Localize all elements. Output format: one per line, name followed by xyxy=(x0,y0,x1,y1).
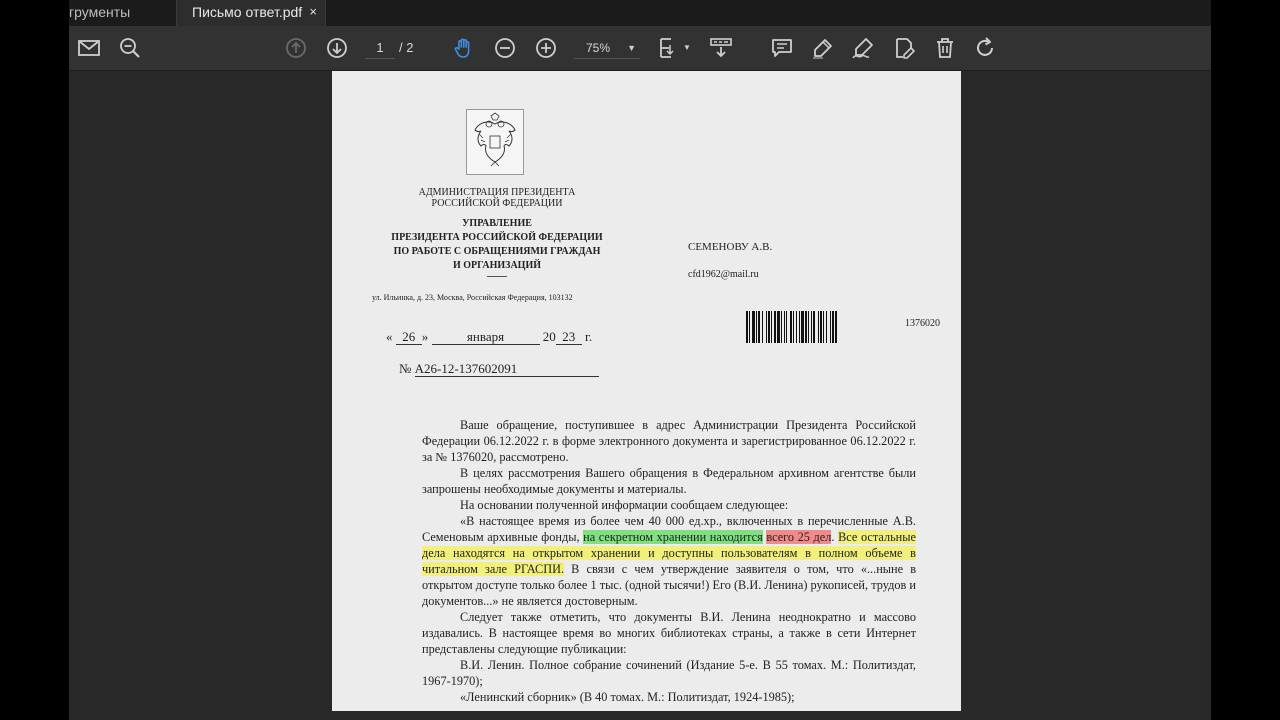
date-suffix: г. xyxy=(585,329,593,344)
scroll-mode-icon[interactable] xyxy=(709,36,733,60)
highlight-green[interactable]: на секретном хранении находится xyxy=(583,530,763,544)
department-line3: ПО РАБОТЕ С ОБРАЩЕНИЯМИ ГРАЖДАН xyxy=(393,246,601,257)
paragraph: В.И. Ленин. Полное собрание сочинений (Издание 5-е. В 55 томах. М.: Политиздат, 1967-1970); xyxy=(422,658,916,688)
document-date xyxy=(386,329,592,345)
trash-icon[interactable] xyxy=(933,36,957,60)
date-century: 20 xyxy=(542,329,556,344)
highlight-pen-icon[interactable] xyxy=(811,36,835,60)
sender-address: ул. Ильинка, д. 23, Москва, Российская Федерация, 103132 xyxy=(372,293,573,302)
date-year: 23 xyxy=(556,329,582,345)
zoom-value: 75% xyxy=(586,41,611,55)
number-prefix: № xyxy=(399,361,412,376)
tab-document[interactable] xyxy=(176,0,326,26)
zoom-minus-icon[interactable] xyxy=(493,36,517,60)
recipient-name: СЕМЕНОВУ А.В. xyxy=(688,241,773,253)
paragraph: На основании полученной информации сообщаем следующее: xyxy=(460,498,789,512)
department-line1: УПРАВЛЕНИЕ xyxy=(462,218,532,229)
page-down-icon[interactable] xyxy=(325,36,349,60)
number-value: А26-12-137602091 xyxy=(415,361,599,377)
pdf-viewer-window xyxy=(69,0,1211,720)
close-tab-icon[interactable]: × xyxy=(309,4,317,19)
highlight-red[interactable]: всего 25 дел xyxy=(766,530,832,544)
barcode-number: 1376020 xyxy=(905,318,940,329)
page-number-input[interactable]: 1 xyxy=(365,37,395,59)
zoom-out-search-icon[interactable] xyxy=(118,36,142,60)
paragraph: Ваше обращение, поступившее в адрес Администрации Президента Российской Федерации 06.12.2022 г. в форме электронного документа и зарегистрированное 06.12.2022 г. за № 1376020, рассмотрено. xyxy=(422,418,916,464)
mail-icon[interactable] xyxy=(77,36,101,60)
department-header xyxy=(332,217,662,273)
rotate-icon[interactable] xyxy=(973,36,997,60)
chevron-down-icon: ▼ xyxy=(627,43,636,53)
paragraph: «Ленинский сборник» (В 40 томах. М.: Политиздат, 1924-1985); xyxy=(460,690,795,704)
recipient-email: cfd1962@mail.ru xyxy=(688,269,759,280)
tab-bar xyxy=(69,0,1211,26)
zoom-select[interactable] xyxy=(574,37,640,59)
paragraph-highlighted: «В настоящее время из более чем 40 000 ед.хр., включенных в перечисленные А.В. Семеновым архивные фонды, на секретном хранении находится всего 25 дел. Все остальные дела находятся на открытом хранении и доступны пользователям в полном объеме в читальном зале РГАСПИ. В связи с чем утверждение заявителя о том, что «...ныне в открытом доступе только более 1 тыс. (одной тысячи!) Его (В.И. Ленина) рукописей, трудов и документов...» не является достоверным. xyxy=(422,514,917,608)
zoom-plus-icon[interactable] xyxy=(534,36,558,60)
text-span: «В настоящее время из более чем 40 000 ед.хр., включенных в перечисленные А.В. Семеновым архивные фонды, xyxy=(422,514,916,544)
pdf-page xyxy=(332,71,961,711)
toolbar xyxy=(69,26,1211,71)
highlight-yellow[interactable]: Все остальные дела находятся на открытом хранении и доступны пользователям в полном объеме в читальном зале РГАСПИ. xyxy=(422,530,916,576)
edit-icon[interactable] xyxy=(892,36,916,60)
date-close-quote: » xyxy=(421,329,429,344)
department-line2: ПРЕЗИДЕНТА РОССИЙСКОЙ ФЕДЕРАЦИИ xyxy=(391,232,603,243)
text-span: В связи с чем утверждение заявителя о том, что «...ныне в открытом доступе только более 1 тыс. (одной тысячи!) Его (В.И. Ленина) рукописей, трудов и документов...» не является достоверным. xyxy=(422,562,917,608)
page-up-icon[interactable] xyxy=(284,36,308,60)
document-number xyxy=(399,361,599,377)
date-open-quote: « xyxy=(386,329,393,344)
paragraph: В целях рассмотрения Вашего обращения в Федеральном архивном агентстве были запрошены необходимые документы и материалы. xyxy=(422,466,916,496)
page-fit-icon[interactable] xyxy=(657,36,681,60)
letter-body xyxy=(422,417,916,705)
admin-header xyxy=(332,187,662,209)
sign-icon[interactable] xyxy=(851,36,875,60)
tab-tools[interactable]: грументы xyxy=(69,4,131,20)
header-divider xyxy=(487,276,507,277)
tab-document-label: Письмо ответ.pdf xyxy=(192,4,303,20)
admin-header-line1: АДМИНИСТРАЦИЯ ПРЕЗИДЕНТА xyxy=(418,187,576,198)
comment-icon[interactable] xyxy=(770,36,794,60)
chevron-down-icon[interactable]: ▼ xyxy=(683,43,691,52)
document-viewport[interactable] xyxy=(69,71,1211,720)
paragraph: Следует также отметить, что документы В.И. Ленина неоднократно и массово издавались. В настоящее время во многих библиотеках страны, а также в сети Интернет представлены следующие публикации: xyxy=(422,610,916,656)
date-day: 26 xyxy=(396,329,422,345)
date-month: января xyxy=(432,329,540,345)
coat-of-arms-emblem xyxy=(466,109,524,175)
department-line4: И ОРГАНИЗАЦИЙ xyxy=(452,260,542,271)
barcode xyxy=(746,311,898,343)
admin-header-line2: РОССИЙСКОЙ ФЕДЕРАЦИИ xyxy=(431,198,563,209)
hand-tool-icon[interactable] xyxy=(452,36,476,60)
page-total-label: / 2 xyxy=(399,40,414,55)
